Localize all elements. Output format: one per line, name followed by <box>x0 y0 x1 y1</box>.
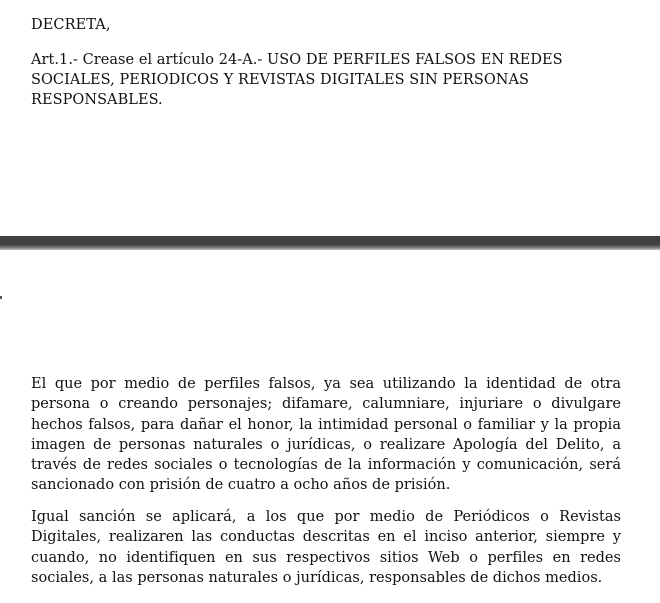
edge-mark <box>0 296 2 299</box>
decree-heading: DECRETA, <box>31 17 111 33</box>
page-separator <box>0 236 660 250</box>
paragraph-equal-sanction: Igual sanción se aplicará, a los que por medio de Periódicos o Revistas Digitales, realizaren las conductas descritas en el inciso anterior, siempre y cuando, no identifiquen en sus respectivos sitios Web o perfiles en redes sociales, a las personas naturales o jurídicas, responsables de dichos medios. <box>31 509 621 586</box>
article-1-title: Art.1.- Crease el artículo 24-A.- USO DE PERFILES FALSOS EN REDES SOCIALES, PERIODICOS Y REVISTAS DIGITALES SIN PERSONAS RESPONSABLES. <box>31 52 563 108</box>
paragraph-penalty: El que por medio de perfiles falsos, ya sea utilizando la identidad de otra persona o creando personajes; difamare, calumniare, injuriare o divulgare hechos falsos, para dañar el honor, la intimidad personal o familiar y la propia imagen de personas naturales o jurídicas, o realizare Apología del Delito, a través de redes sociales o tecnologías de la información y comunicación, será sancionado con prisión de cuatro a ocho años de prisión. <box>31 376 621 494</box>
page-1 <box>0 0 660 236</box>
